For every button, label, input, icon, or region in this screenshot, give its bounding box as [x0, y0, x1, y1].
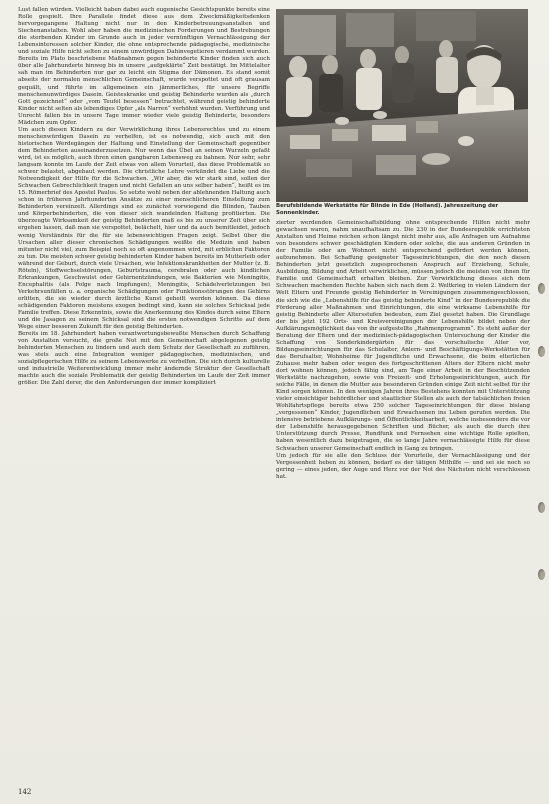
binder-hole-icon	[538, 283, 545, 294]
page-number: 142	[18, 788, 32, 796]
right-paragraph-1: zierter werdenden Gemeinschaftsbildung ohne entsprechende Hilfen nicht mehr gewachsen waren, nahm unaufhaltsam zu. Die 230 in der Bundesrepublik errichteten Anstalten und Heime reichen schon längst nicht mehr aus, alle Anfragen um Aufnahme von besonders schwer geschädigten Kindern oder solche, die aus anderen Gründen in der Familie oder am Wohnort nicht entsprechend gefördert werden können, aufzunehmen. Bei Schaffung geeigneter Tageseinrichtungen, die den noch diesen Behinderten jetzt gesetzlich zugesprochenen Anspruch auf Erziehung, Schule, Ausbildung, Bildung und Arbeit verwirklichen, müssen jedoch die meisten von ihnen für Familie und Gemeinschaft erhalten bleiben. Zur Verwirklichung dieses sich dem Schwachen machenden Rechte haben sich nach dem 2. Weltkrieg in vielen Ländern der Welt Eltern und Freunde geistig Behinderter in Vereinigungen zusammengeschlossen, die sich wie die „Lebenshilfe für das geistig behinderte Kind“ in der Bundesrepublik die Förderung aller Maßnahmen und Einrichtungen, die eine wirksame Lebenshilfe für geistig Behinderte aller Altersstufen bedeuten, zum Ziel gesetzt haben. Die Grundlage der bis jetzt 192 Orts- und Kreisvereinigungen der Lebenshilfe bildet neben der Aufklärungsmöglichkeit das von ihr aufgestellte „Rahmenprogramm“. Es steht außer der Beratung der Eltern und der medizinisch-pädagogischen Untersuchung der Kinder die Schaffung von Sonderkindergärten für das vorschulische Alter vor, Bildungseinrichtungen für das Schulalter, Anlern- und Beschäftigungs-Werkstätten für das Berufsalter, Wohnheime für Jugendliche und Erwachsene, die beim elterlichen Zuhause mehr haben oder wegen des fortgeschrittenen Alters der Eltern nicht mehr dort wohnen können, jedoch fähig sind, am Tage einer Arbeit in der Beschützenden Werkstätte nachzugehen, sowie von Freizeit- und Erholungseinrichtungen, auch für solche Fälle, in denen die Mutter aus besonderen Gründen einige Zeit nicht selbst für ihr Kind sorgen können. In den wenigen Jahren ihres Bestehens konnten mit Unterstützung vieler einsichtiger behördlicher und staatlicher Stellen als auch der tatsächlichen freien Wohlfahrtspflege bereits etwa 250 solcher Tageseinrichtungen für diese bislang „vergessenen“ Kinder, Jugendlichen und Erwachsenen ins Leben gerufen werden. Die intensive betriebene Aufklärungs- und Öffentlichkeitsarbeit, welche insbesondere die vor der Lebenshilfe herausgegebenen Schriften und Bücher, als auch die durch ihre Unterstützung durch Presse, Rundfunk und Fernsehen eine wichtige Rolle spielten, haben wesentlich dazu beigetragen, die so lange Jahre vernachlässigte Hilfe für diese Schwachen unserer Gemeinschaft endlich in Gang zu bringen.	[276, 220, 530, 452]
binder-hole-icon	[538, 502, 545, 513]
left-paragraph-3: Bereits im 18. Jahrhundert haben verantwortungsbewußte Menschen durch Schaffung von Anstalten versucht, die große Not mit den Gemeinschaft abgelegenen geistig behinderten Menschen zu lindern und auch dem Schutz der Gesellschaft zu zuführen, was stets auch eine Integration weniger pädagogischen, medizinischen, und sozialpflegerischen Hilfe zu seinem Lebenswerke zu verhelfen. Die sich durch kulturelle und industrielle Weiterentwicklung immer mehr ändernde Struktur der Gesellschaft machte auch die soziale Problematik der geistig Behinderten im Laufe der Zeit immer größer. Die Zahl derer, die den Anforderungen der immer kompliziert	[18, 331, 270, 387]
binder-hole-icon	[538, 569, 545, 580]
left-paragraph-1: Lust fallen würden. Vielleicht haben dabei auch eugenische Gesichtspunkte bereits eine Rolle gespielt. Ihre Parallele findet diese aus dem Zweckmäßigkeitsdenken hervorgegangene Haltung nicht nur in den Kinderbetreuungsanstalten und Siechenanstalten. Wohl aber haben die medizinischen Forderungen und Bestrebungen die sterbenden Kinder im Grunde auch in jeder vernünftigen Vernachlässigung der Lebensinteressen solcher Kinder, die ohne entsprechende pädagogische, medizinische und soziale Hilfe nicht selten zu einem unwürdigen Dahinvegetieren verdammt wurden. Bereits im Plato beschriebene Maßnahmen gegen behinderte Kinder finden sich auch über alle Jahrhunderte hinweg bis in unsere „aufgeklärte“ Zeit bestätigt. Im Mittelalter sah man im Behinderten nur gar zu leicht ein Stigma der Dämonen. Es stand somit abseits der normalen menschlichen Gemeinschaft, wurde verspottet und oft grausam gequält, und führte im allgemeinen ein jämmerliches, für unsere Begriffe menschenunwürdiges Dasein. Geisteskranke und geistig Behinderte wurden als „durch Gott gezeichnet“ oder „vom Teufel besessen“ betrachtet, während geistig behinderte Kinder nicht selten als lebendiges Opfer „als Narren“ verhöhnt wurden. Verführung und Unrecht fallen bis in unsere Tage immer wieder viele geistig Behinderte, besonders Mädchen zum Opfer.	[18, 7, 270, 126]
left-text-column	[18, 7, 270, 787]
right-text-column	[276, 220, 530, 780]
workshop-photo-image	[276, 9, 528, 202]
workshop-photo	[276, 9, 528, 202]
right-paragraph-2: Um jedoch für sie alle den Schluss der Vorurteile, der Vernachlässigung und der Vergessenheit heben zu können, bedarf es der tätigen Mithilfe — und sei sie noch so gering — eines jeden, der Auge und Herz vor der Not des Nächsten nicht verschlossen hat.	[276, 452, 530, 480]
binder-hole-icon	[538, 346, 545, 357]
left-paragraph-2: Um auch diesen Kindern zu der Verwirklichung ihres Lebensrechtes und zu einem menschenwürdigen Dasein zu verhelfen, ist es notwendig, sich auch mit den historischen Werdegängen der Haltung und Einstellung der Gemeinschaft gegenüber dem Behinderten auseinanderzusetzen. Nur wenn das Übel an seinen Wurzeln gefaßt wird, ist es möglich, auch ihren einen gangbaren Lebensweg zu bahnen. Nur sehr, sehr langsam konnte im Laufe der Zeit etwas von allem Vorurteil, das diese Problematik so schwer belastet, abgebaut werden. Die christliche Lehre verkündet die Liebe und die Notwendigkeit der Hilfe für die Schwachen. „Wir aber, die wir stark sind, sollen der Schwachen Gebrechlichkeit tragen und nicht Gefallen an uns selber haben“, heißt es im 15. Römerbrief des Apostel Paulus. So setzte wohl neben der ablehnenden Haltung auch schon in früheren Jahrhunderten Ansätze zu einer menschlicheren Einstellung zum Behinderten vereinzelt. Allerdings sind es zunächst vorwiegend die Blinden, Tauben und Körperbehinderten, die von dieser sich wandelnden Haltung profitierten. Die überzeugte Wirksamkeit der geistig Behinderten maß es bis zu unserer Zeit über sich ergehen lassen, daß man sie verspottet, belächelt, hier und da auch bemitleidet, jedoch wenig Verständnis für die für sie lebenswichtigen Fragen zeigt. Selbst über die Ursachen aller dieser chronischen Schädigungen weißte die Medizin und haben mitunter nicht viel, zum Beispiel noch so oft angenommen wird, mit erblichen Faktoren zu tun. Die meisten schwer geistig behinderten Kinder haben bereits im Mutterleib oder während der Geburt, durch viele Ursachen, wie Infektionskrankheiten der Mutter (z. B. Röteln), Stoffwechselstörungen, Geburtstrauma, cerebralen oder auch kindlichen Erkrankungen, Geschwulst oder Gehirnentzündungen, wie Bakterien wie Meningitis, Encephalitis (als Folge nach Impfungen), Meningitis, Schädelverletzungen bei Verkehrsunfällen u. a. organische Schädigungen oder Funktionsstörungen des Gehirns erlitten, die sie wieder durch ärztliche Kunst geheilt werden können. Da diese schädigenden Faktoren meistens exogen bedingt sind, kann sie solches Schicksal jede Familie treffen. Diese Erkenntnis, sowie die Anerkennung des Kindes durch seine Eltern und die Jasagen zu seinem Schicksal sind die ersten notwendigen Schritte auf dem Wege einer besseren Zukunft für den geistig Behinderten.	[18, 126, 270, 331]
photo-caption: Berufsbildende Werkstätte für Blinde in Ede (Holland). Jahreszeitung der Sonnenkinder.	[276, 203, 499, 216]
